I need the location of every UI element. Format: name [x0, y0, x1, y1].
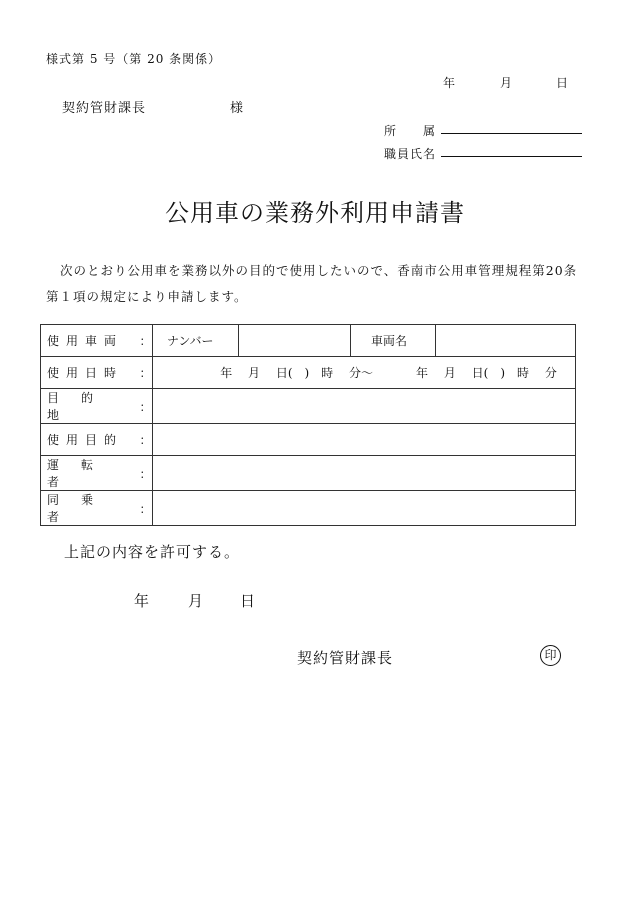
purpose-field[interactable]	[153, 424, 576, 456]
department-field[interactable]	[441, 120, 582, 134]
datetime-to: 年 月 日( ) 時 分	[416, 366, 557, 380]
passenger-colon: ：	[140, 491, 153, 526]
approval-signer: 契約管財課長	[297, 649, 394, 667]
table-row-vehicle	[41, 325, 576, 357]
table-row-driver	[41, 456, 576, 491]
car-name-field[interactable]	[436, 325, 576, 357]
driver-field[interactable]	[153, 456, 576, 491]
vehicle-label: 使用車両	[41, 325, 140, 357]
passenger-field[interactable]	[153, 491, 576, 526]
datetime-field[interactable]	[153, 357, 576, 389]
staff-name-label: 職員氏名	[384, 147, 437, 161]
header-date-year: 年	[443, 76, 456, 90]
datetime-label: 使用日時	[41, 357, 140, 389]
approval-date-day: 日	[240, 592, 256, 610]
destination-field[interactable]	[153, 389, 576, 424]
addressee-suffix: 様	[230, 101, 244, 116]
datetime-colon: ：	[140, 357, 153, 389]
datetime-from: 年 月 日( ) 時 分〜	[220, 366, 373, 380]
request-table	[40, 324, 576, 526]
department-label: 所 属	[384, 124, 437, 138]
staff-name-field[interactable]	[441, 143, 582, 157]
passenger-label: 同乗者	[41, 491, 140, 526]
car-name-label: 車両名	[351, 325, 436, 357]
addressee-name: 契約管財課長	[62, 101, 147, 116]
vehicle-colon: ：	[140, 325, 153, 357]
approval-date-month: 月	[188, 592, 204, 610]
number-field[interactable]	[239, 325, 351, 357]
driver-label: 運転者	[41, 456, 140, 491]
destination-label: 目的地	[41, 389, 140, 424]
document-title: 公用車の業務外利用申請書	[165, 199, 465, 227]
table-row-destination	[41, 389, 576, 424]
form-number: 様式第 5 号（第 20 条関係）	[46, 52, 222, 66]
seal-icon: 印	[540, 645, 561, 666]
approval-statement: 上記の内容を許可する。	[64, 543, 241, 561]
number-label: ナンバー	[153, 325, 239, 357]
approval-date-year: 年	[134, 592, 150, 610]
header-date-month: 月	[500, 76, 513, 90]
intro-paragraph: 次のとおり公用車を業務以外の目的で使用したいので、香南市公用車管理規程第20条第１項の規定により申請します。	[46, 263, 578, 304]
driver-colon: ：	[140, 456, 153, 491]
header-date-day: 日	[556, 76, 569, 90]
table-row-purpose	[41, 424, 576, 456]
table-row-datetime	[41, 357, 576, 389]
table-row-passenger	[41, 491, 576, 526]
destination-colon: ：	[140, 389, 153, 424]
purpose-label: 使用目的	[41, 424, 140, 456]
purpose-colon: ：	[140, 424, 153, 456]
